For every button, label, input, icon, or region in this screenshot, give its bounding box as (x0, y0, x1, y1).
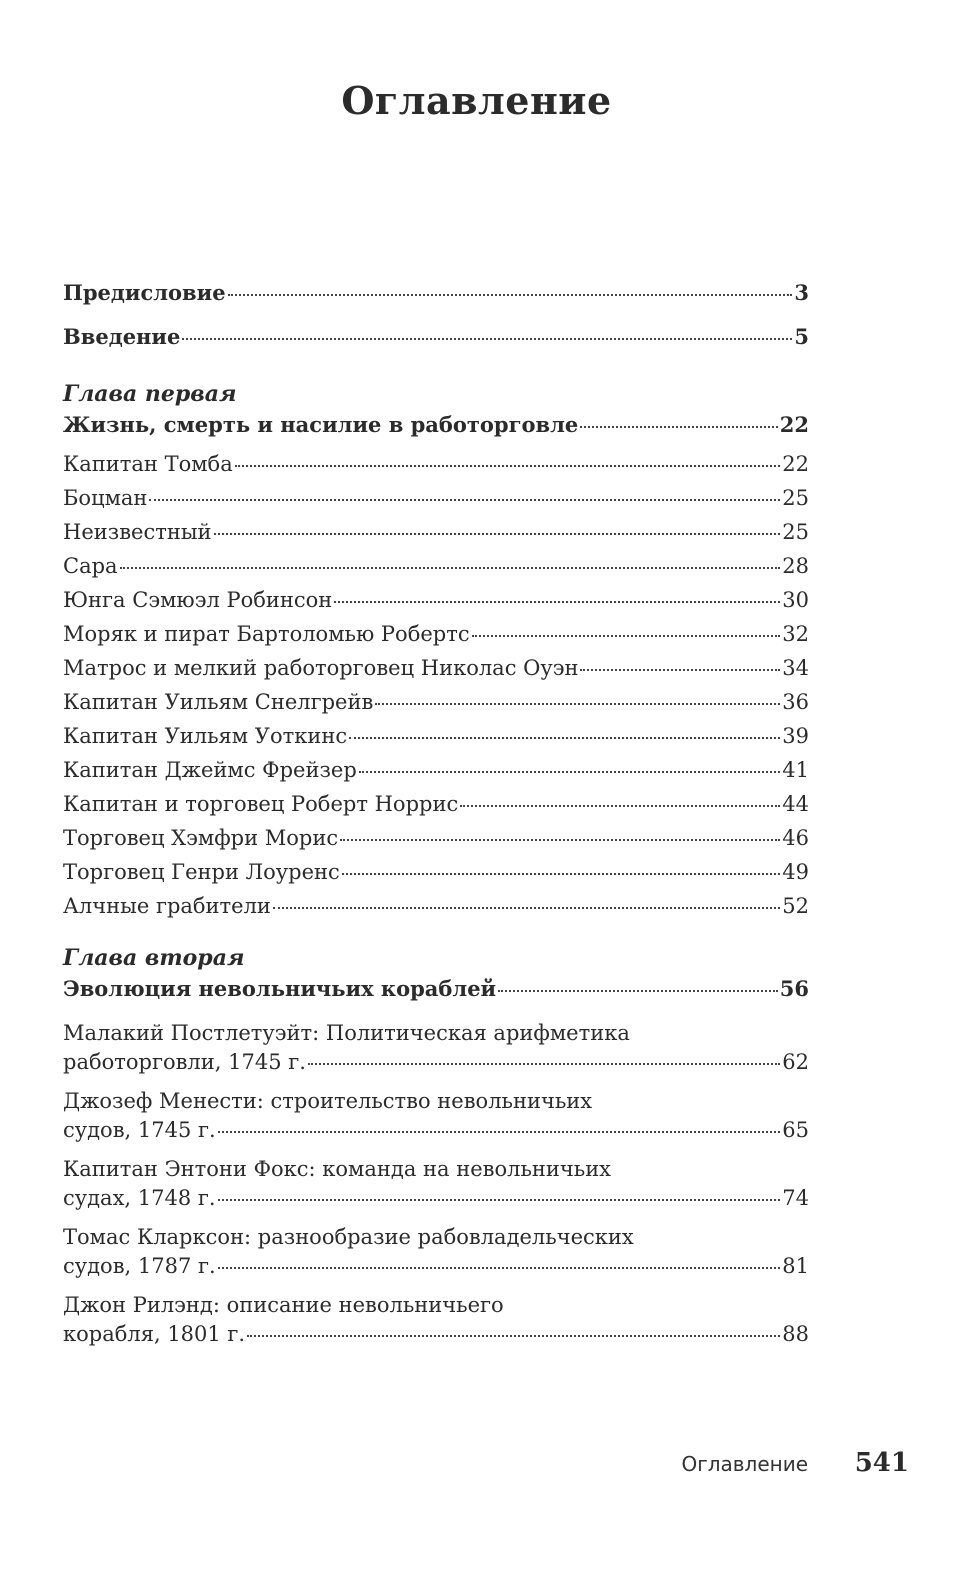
toc-entry-title: Торговец Генри Лоуренс (63, 860, 340, 884)
page-title: Оглавление (341, 78, 612, 123)
toc-entry[interactable] (63, 826, 809, 860)
toc-entry-page: 39 (782, 724, 809, 748)
toc-entry-line2 (63, 1254, 809, 1288)
toc-entry-title-line2: работорговли, 1745 г. (63, 1050, 306, 1074)
chapter-2-items (63, 1016, 809, 1356)
toc-entry[interactable] (63, 758, 809, 792)
toc-entry-title: Капитан Томба (63, 452, 233, 476)
toc-entry-page: 32 (782, 622, 809, 646)
chapter-label: Глава вторая (63, 945, 245, 971)
dot-leader (273, 907, 780, 909)
toc-entry[interactable] (63, 486, 809, 520)
toc-entry-title: Алчные грабители (63, 894, 271, 918)
toc-entry-page: 46 (782, 826, 809, 850)
toc-entry[interactable] (63, 520, 809, 554)
toc-entry-title: Боцман (63, 486, 148, 510)
toc-entry[interactable] (63, 724, 809, 758)
toc-entry-page: 56 (779, 976, 809, 1001)
dot-leader (218, 1267, 781, 1269)
toc-entry-title-line1: Джон Рилэнд: описание невольничьего (63, 1293, 504, 1317)
toc-entry-title: Предисловие (63, 280, 226, 305)
dot-leader (182, 338, 792, 340)
dot-leader (149, 499, 780, 501)
dot-leader (235, 465, 781, 467)
running-footer-section: Оглавление (681, 1452, 808, 1476)
toc-entry-page: 25 (782, 486, 809, 510)
toc-entry-line2 (63, 1050, 809, 1084)
toc-entry-title-line1: Капитан Энтони Фокс: команда на невольничьих (63, 1157, 612, 1181)
toc-entry[interactable] (63, 588, 809, 622)
toc-entry-title: Матрос и мелкий работорговец Николас Оуэн (63, 656, 579, 680)
toc-entry[interactable] (63, 656, 809, 690)
toc-entry-title: Капитан Джеймс Фрейзер (63, 758, 357, 782)
toc-entry-title-line2: судов, 1745 г. (63, 1118, 216, 1142)
chapter-label: Глава первая (63, 381, 237, 407)
toc-entry-page: 44 (782, 792, 809, 816)
toc-entry-title: Жизнь, смерть и насилие в работорговле (63, 412, 579, 437)
toc-entry-multiline[interactable] (63, 1152, 809, 1220)
dot-leader (308, 1063, 780, 1065)
dot-leader (218, 1131, 781, 1133)
dot-leader (580, 426, 778, 428)
toc-entry-title: Торговец Хэмфри Морис (63, 826, 339, 850)
toc-entry-title: Введение (63, 324, 181, 349)
toc-entry-page: 22 (782, 452, 809, 476)
toc-entry-title: Капитан Уильям Снелгрейв (63, 690, 374, 714)
toc-entry-page: 41 (782, 758, 809, 782)
toc-chapter-heading[interactable] (63, 976, 809, 1016)
dot-leader (247, 1335, 780, 1337)
toc-entry-multiline[interactable] (63, 1288, 809, 1356)
toc-entry-multiline[interactable] (63, 1220, 809, 1288)
toc-entry-line2 (63, 1118, 809, 1152)
toc-entry-page: 30 (782, 588, 809, 612)
toc-entry-page: 74 (782, 1186, 809, 1210)
dot-leader (228, 294, 793, 296)
dot-leader (349, 737, 780, 739)
toc-entry-page: 88 (782, 1322, 809, 1346)
toc-entry-page: 3 (794, 280, 809, 305)
dot-leader (375, 703, 780, 705)
toc-entry-title: Моряк и пират Бартоломью Робертс (63, 622, 470, 646)
toc-entry-title-line1: Малакий Постлетуэйт: Политическая арифметика (63, 1021, 630, 1045)
toc-entry-page: 36 (782, 690, 809, 714)
toc-entry-title: Неизвестный (63, 520, 212, 544)
toc-entry-title: Сара (63, 554, 118, 578)
toc-entry-title-line1: Джозеф Менести: строительство невольничьих (63, 1089, 593, 1113)
dot-leader (498, 990, 778, 992)
toc-entry-multiline[interactable] (63, 1084, 809, 1152)
toc-entry-title-line2: судов, 1787 г. (63, 1254, 216, 1278)
dot-leader (340, 839, 780, 841)
toc-entry[interactable] (63, 860, 809, 894)
dot-leader (120, 567, 781, 569)
toc-entry-page: 25 (782, 520, 809, 544)
toc-entry-title: Капитан Уильям Уоткинс (63, 724, 348, 748)
chapter-1-items (63, 452, 809, 928)
dot-leader (334, 601, 780, 603)
toc-entry-title-line2: судах, 1748 г. (63, 1186, 216, 1210)
toc-entry-title: Юнга Сэмюэл Робинсон (63, 588, 333, 612)
toc-chapter-heading[interactable] (63, 412, 809, 452)
dot-leader (218, 1199, 781, 1201)
page-number: 541 (854, 1448, 909, 1478)
dot-leader (214, 533, 781, 535)
toc-entry[interactable] (63, 452, 809, 486)
toc-entry-title: Эволюция невольничьих кораблей (63, 976, 497, 1001)
toc-entry-page: 52 (782, 894, 809, 918)
dot-leader (472, 635, 781, 637)
toc-entry-page: 22 (779, 412, 809, 437)
toc-entry-line2 (63, 1322, 809, 1356)
toc-entry-title: Капитан и торговец Роберт Норрис (63, 792, 459, 816)
toc-entry-line2 (63, 1186, 809, 1220)
toc-entry-page: 5 (794, 324, 809, 349)
toc-entry[interactable] (63, 894, 809, 928)
toc-entry-page: 65 (782, 1118, 809, 1142)
dot-leader (460, 805, 780, 807)
toc-entry-title-line2: корабля, 1801 г. (63, 1322, 246, 1346)
toc-entry-page: 81 (782, 1254, 809, 1278)
toc-entry-page: 62 (782, 1050, 809, 1074)
table-of-contents (63, 280, 809, 1356)
toc-entry[interactable] (63, 622, 809, 656)
toc-entry-preface[interactable] (63, 280, 809, 314)
toc-entry-page: 28 (782, 554, 809, 578)
toc-entry[interactable] (63, 690, 809, 724)
dot-leader (580, 669, 780, 671)
toc-entry[interactable] (63, 792, 809, 826)
toc-entry-page: 49 (782, 860, 809, 884)
toc-entry-page: 34 (782, 656, 809, 680)
dot-leader (359, 771, 780, 773)
toc-entry[interactable] (63, 554, 809, 588)
toc-entry-introduction[interactable] (63, 324, 809, 358)
dot-leader (342, 873, 781, 875)
toc-entry-title-line1: Томас Кларксон: разнообразие рабовладельческих (63, 1225, 634, 1249)
toc-entry-multiline[interactable] (63, 1016, 809, 1084)
